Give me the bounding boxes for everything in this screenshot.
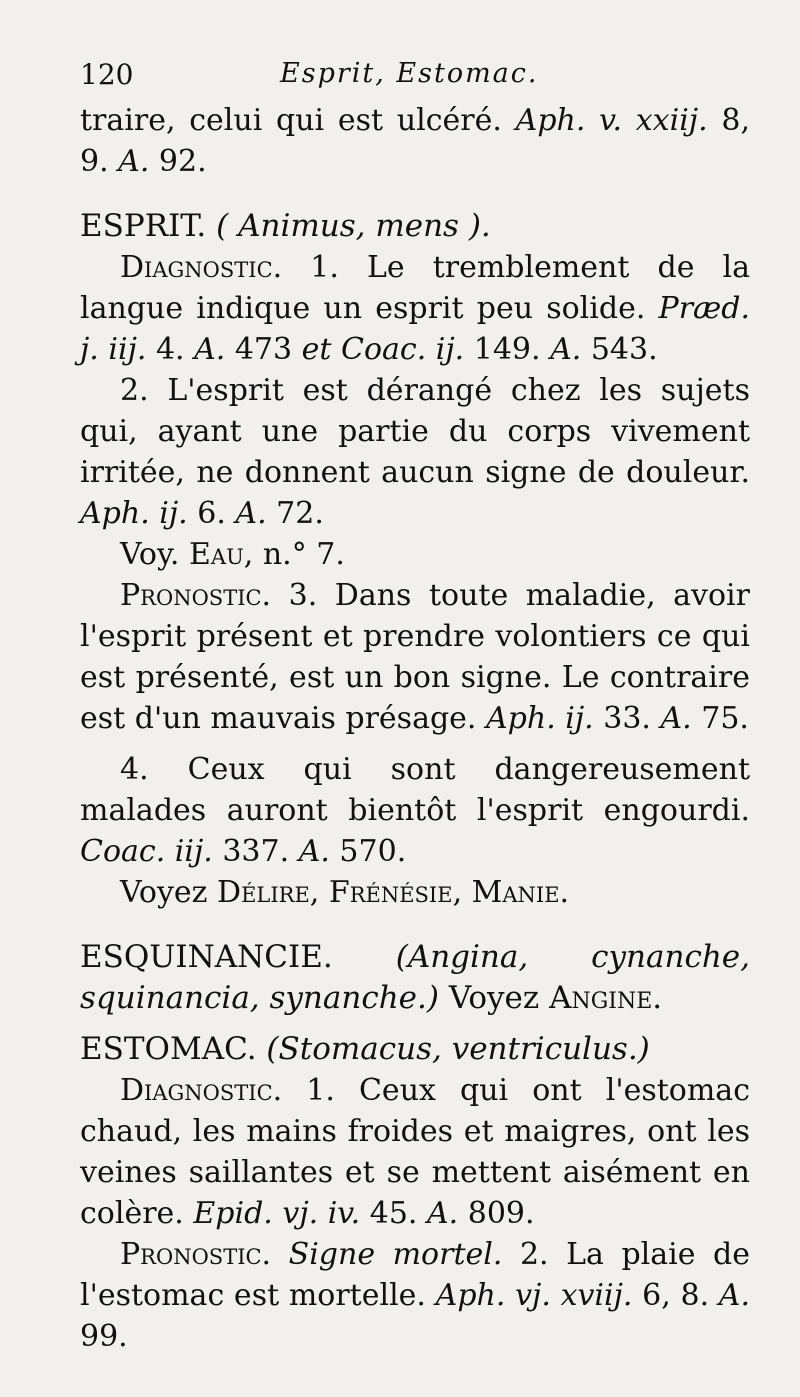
cross-reference-term: Eau	[189, 537, 244, 572]
reference: Coac. iij.	[80, 834, 213, 869]
text: 4. Ceux qui sont dangereusement malades auront bientôt l'esprit engourdi.	[80, 752, 750, 828]
text: ,	[452, 875, 472, 910]
text: 6.	[187, 496, 236, 531]
text: 2. La plaie de l'estomac est mortelle.	[80, 1237, 750, 1313]
page-header	[80, 58, 760, 94]
text: 6, 8.	[632, 1278, 719, 1313]
text: , n.° 7.	[243, 537, 345, 572]
text: Voy.	[120, 537, 190, 572]
reference-marker: A.	[550, 332, 582, 367]
paragraph-estomac-diagnostic-1	[80, 1070, 750, 1234]
paragraph-pronostic-3	[80, 575, 750, 739]
section-label: Diagnostic.	[120, 250, 283, 285]
entry-heading-estomac	[80, 1029, 750, 1070]
text: 543.	[581, 332, 658, 367]
entry-heading-esquinancie	[80, 937, 750, 1019]
reference: Aph. ij.	[486, 701, 594, 736]
paragraph-estomac-pronostic-2	[80, 1234, 750, 1357]
text: 45.	[360, 1196, 428, 1231]
reference-marker: A.	[194, 332, 226, 367]
cross-reference-term: Angine	[549, 980, 653, 1016]
text: 99.	[80, 1319, 128, 1354]
text: 4.	[146, 332, 195, 367]
continuation-paragraph	[80, 100, 750, 182]
text: 75.	[691, 701, 749, 736]
text: 8, 9.	[80, 103, 750, 179]
paragraph-diagnostic-1	[80, 247, 750, 370]
reference-marker: A.	[298, 834, 330, 869]
section-label: Pronostic.	[120, 578, 272, 613]
page-number: 120	[80, 58, 134, 91]
reference: Aph. v. xxiij.	[515, 103, 708, 138]
reference: Aph. ij.	[80, 496, 188, 531]
running-head: Esprit, Estomac.	[280, 58, 539, 89]
reference: et Coac. ij.	[301, 332, 465, 367]
reference-marker: A.	[660, 701, 692, 736]
text: Voyez	[438, 980, 550, 1016]
text: 72.	[266, 496, 324, 531]
text: 3. Dans toute maladie, avoir l'esprit présent et prendre volontiers ce qui est présenté, est un bon signe. Le contraire est d'un mauvais présage.	[80, 578, 750, 736]
text: 92.	[149, 144, 207, 179]
reference-marker: A.	[427, 1196, 459, 1231]
text: 2. L'esprit est dérangé chez les sujets qui, ayant une partie du corps vivement irritée, ne donnent aucun signe de douleur.	[80, 373, 750, 490]
section-label: Diagnostic.	[120, 1073, 283, 1108]
latin-synonyms: ( Animus, mens ).	[216, 208, 491, 244]
section-label: Pronostic.	[120, 1237, 272, 1272]
reference: Præd. j. iij.	[80, 291, 750, 367]
entry-heading-esprit	[80, 206, 750, 247]
latin-synonyms: (Stomacus, ventriculus.)	[266, 1031, 650, 1067]
reference-marker: A.	[718, 1278, 750, 1313]
page-body	[80, 100, 750, 1357]
cross-reference	[80, 534, 750, 575]
reference-marker: A.	[118, 144, 150, 179]
entry-title: ESQUINANCIE.	[80, 939, 333, 975]
text: 570.	[329, 834, 407, 869]
text: 473	[225, 332, 302, 367]
text: 1. Ceux qui ont l'estomac chaud, les mains froides et maigres, ont les veines saillantes et se mettent aisément en colère.	[80, 1073, 750, 1231]
paragraph-pronostic-4	[80, 749, 750, 872]
latin-synonyms: (Angina, cynanche, squinancia, synanche.)	[80, 939, 750, 1016]
reference: Epid. vj. iv.	[193, 1196, 361, 1231]
reference-marker: A.	[235, 496, 267, 531]
paragraph-diagnostic-2	[80, 370, 750, 534]
text: 149.	[464, 332, 551, 367]
text: .	[652, 980, 663, 1016]
text: 33.	[593, 701, 661, 736]
cross-reference-term: Manie	[471, 875, 560, 910]
entry-title: ESTOMAC.	[80, 1031, 257, 1067]
cross-reference-term: Délire	[217, 875, 310, 910]
text: Voyez	[120, 875, 218, 910]
cross-reference	[80, 872, 750, 913]
text: 337.	[212, 834, 299, 869]
text: 809.	[458, 1196, 535, 1231]
text: .	[559, 875, 570, 910]
reference: Aph. vj. xviij.	[435, 1278, 633, 1313]
text: ,	[309, 875, 329, 910]
sign-label: Signe mortel.	[271, 1237, 503, 1272]
text: traire, celui qui est ulcéré.	[80, 103, 516, 138]
cross-reference-term: Frénésie	[328, 875, 453, 910]
entry-title: ESPRIT.	[80, 208, 207, 244]
text: 1. Le tremblement de la langue indique un esprit peu solide.	[80, 250, 750, 326]
